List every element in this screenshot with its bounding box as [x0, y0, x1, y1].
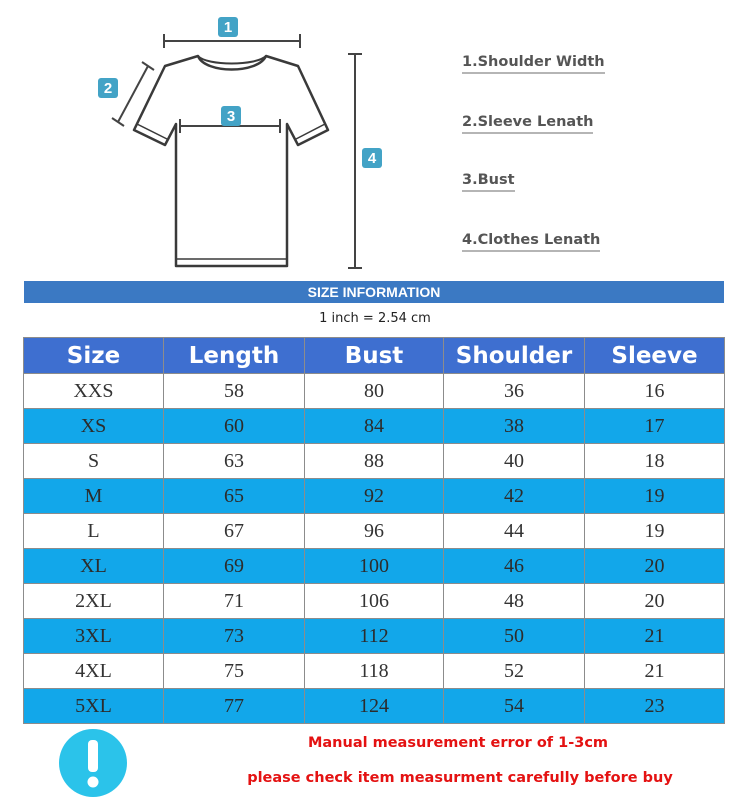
cell-size: L [24, 514, 164, 549]
table-row [24, 479, 725, 514]
cell-length: 63 [164, 444, 305, 479]
cell-sleeve: 20 [585, 584, 725, 619]
sleeve-tick-bottom [112, 118, 124, 126]
cell-length: 77 [164, 689, 305, 724]
cell-shoulder: 50 [444, 619, 585, 654]
table-row [24, 514, 725, 549]
cell-shoulder: 40 [444, 444, 585, 479]
cell-shoulder: 52 [444, 654, 585, 689]
cell-bust: 118 [305, 654, 444, 689]
cell-sleeve: 19 [585, 479, 725, 514]
cell-sleeve: 18 [585, 444, 725, 479]
table-row [24, 689, 725, 724]
cell-bust: 106 [305, 584, 444, 619]
cell-sleeve: 19 [585, 514, 725, 549]
cell-shoulder: 46 [444, 549, 585, 584]
measurement-error-note: Manual measurement error of 1-3cm [307, 735, 609, 751]
cell-bust: 112 [305, 619, 444, 654]
cell-size: 4XL [24, 654, 164, 689]
tshirt-collar [198, 56, 266, 64]
header-bust: Bust [305, 338, 444, 374]
cell-bust: 100 [305, 549, 444, 584]
table-row [24, 409, 725, 444]
cell-bust: 80 [305, 374, 444, 409]
legend-shoulder-width: 1.Shoulder Width [462, 54, 605, 74]
legend-bust: 3.Bust [462, 172, 515, 192]
badge-1-label: 1 [223, 19, 233, 36]
header-length: Length [164, 338, 305, 374]
cell-size: XL [24, 549, 164, 584]
legend-sleeve-length: 2.Sleeve Lenath [462, 114, 593, 134]
badge-3-label: 3 [226, 108, 236, 125]
cell-shoulder: 38 [444, 409, 585, 444]
check-measurement-note: please check item measurment carefully before buy [247, 770, 673, 786]
cell-sleeve: 16 [585, 374, 725, 409]
cell-length: 71 [164, 584, 305, 619]
legend-clothes-length: 4.Clothes Lenath [462, 232, 600, 252]
cell-sleeve: 21 [585, 654, 725, 689]
cell-size: 5XL [24, 689, 164, 724]
cell-size: XS [24, 409, 164, 444]
cell-shoulder: 44 [444, 514, 585, 549]
table-row [24, 654, 725, 689]
cell-shoulder: 36 [444, 374, 585, 409]
cell-size: S [24, 444, 164, 479]
size-chart-table [23, 337, 725, 724]
size-information-title: SIZE INFORMATION [24, 281, 724, 303]
table-body [24, 374, 725, 724]
cell-bust: 92 [305, 479, 444, 514]
cell-bust: 96 [305, 514, 444, 549]
measurement-diagram [0, 0, 750, 280]
cell-sleeve: 21 [585, 619, 725, 654]
cell-length: 75 [164, 654, 305, 689]
cell-shoulder: 48 [444, 584, 585, 619]
cell-size: M [24, 479, 164, 514]
cell-length: 73 [164, 619, 305, 654]
tshirt-diagram [0, 0, 750, 280]
table-row [24, 444, 725, 479]
cell-sleeve: 17 [585, 409, 725, 444]
unit-conversion-note: 1 inch = 2.54 cm [319, 311, 431, 326]
cell-bust: 124 [305, 689, 444, 724]
cell-size: 3XL [24, 619, 164, 654]
table-row [24, 584, 725, 619]
cell-length: 69 [164, 549, 305, 584]
table-row [24, 619, 725, 654]
sleeve-tick-top [142, 62, 154, 70]
table-row [24, 549, 725, 584]
cell-bust: 88 [305, 444, 444, 479]
badge-2-label: 2 [103, 80, 113, 97]
cell-length: 67 [164, 514, 305, 549]
cell-length: 60 [164, 409, 305, 444]
cell-sleeve: 20 [585, 549, 725, 584]
cell-length: 58 [164, 374, 305, 409]
table-header-row [24, 338, 725, 374]
cell-bust: 84 [305, 409, 444, 444]
header-size: Size [24, 338, 164, 374]
cell-sleeve: 23 [585, 689, 725, 724]
cell-length: 65 [164, 479, 305, 514]
cell-size: XXS [24, 374, 164, 409]
header-shoulder: Shoulder [444, 338, 585, 374]
cell-shoulder: 42 [444, 479, 585, 514]
table-row [24, 374, 725, 409]
header-sleeve: Sleeve [585, 338, 725, 374]
tshirt-outline [134, 56, 328, 266]
badge-4-label: 4 [367, 150, 377, 167]
cell-shoulder: 54 [444, 689, 585, 724]
cell-size: 2XL [24, 584, 164, 619]
